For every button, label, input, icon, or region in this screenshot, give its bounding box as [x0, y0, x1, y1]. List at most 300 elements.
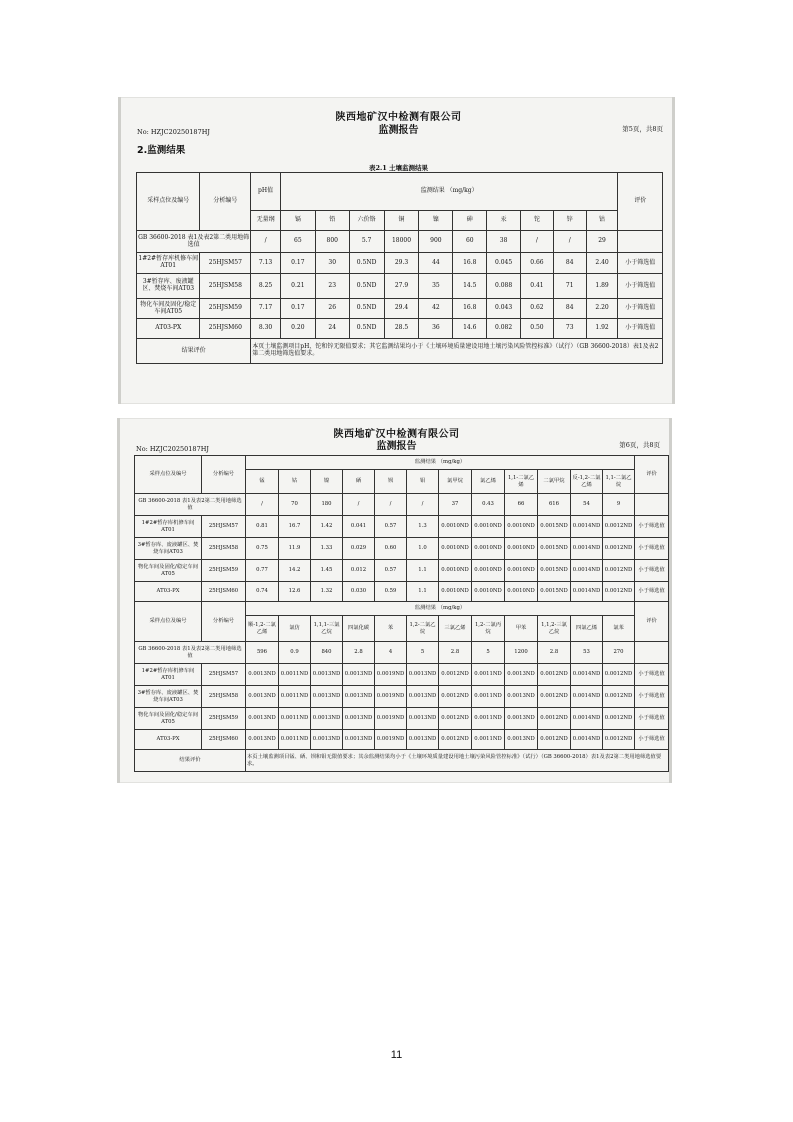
standard-value: /: [343, 494, 375, 516]
report-title: 监测报告: [376, 441, 417, 452]
standard-value: 2.8: [538, 642, 571, 664]
result-value: 0.0012ND: [603, 686, 635, 708]
header-ph-unit: 无量纲: [251, 211, 281, 231]
column-header: 钴: [279, 470, 311, 494]
analysis-id: 25HJSM58: [202, 686, 246, 708]
evaluation-cell: [618, 231, 663, 253]
result-value: 0.57: [375, 516, 407, 538]
sample-site: 3#暂存库、废液罐区、焚烧车间AT03: [135, 538, 202, 560]
result-value: 0.0013ND: [505, 708, 538, 730]
result-value: 0.0014ND: [571, 560, 603, 582]
column-header: 1,1,1-三氯乙烷: [311, 616, 343, 642]
table-row: [135, 686, 669, 708]
column-header: 氯仿: [279, 616, 311, 642]
column-header: 锰: [246, 470, 279, 494]
result-value: 0.0013ND: [311, 664, 343, 686]
standard-label: GB 36600-2018 表1及表2第二类用地筛选值: [137, 231, 251, 253]
result-value: 0.0012ND: [538, 730, 571, 750]
header-analysis-no: 分析编号: [200, 173, 251, 231]
result-value: 14.6: [453, 319, 487, 339]
standard-value: 270: [603, 642, 635, 664]
column-header: 锌: [553, 211, 586, 231]
result-value: 0.0013ND: [246, 708, 279, 730]
column-header: 六价铬: [349, 211, 384, 231]
column-header: 砷: [453, 211, 487, 231]
column-header: 钴: [586, 211, 618, 231]
scan-edge: [117, 418, 120, 783]
page-indicator: 第5页，共8页: [622, 125, 663, 133]
standard-value: 29: [586, 231, 618, 253]
table-row: [135, 708, 669, 730]
soil-results-table: [136, 172, 663, 364]
result-value: 0.0019ND: [375, 730, 407, 750]
result-value: 0.0013ND: [246, 730, 279, 750]
analysis-id: 25HJSM57: [202, 664, 246, 686]
column-header: 甲苯: [505, 616, 538, 642]
column-header: 汞: [487, 211, 521, 231]
report-title: 监测报告: [378, 125, 419, 136]
ph-value: 8.30: [251, 319, 281, 339]
standard-label: GB 36600-2018 表1及表2第二类用地筛选值: [135, 642, 246, 664]
result-value: 0.030: [343, 582, 375, 602]
table-row: [135, 730, 669, 750]
header-results: 监测结果 （mg/kg）: [280, 173, 618, 211]
result-value: 0.0010ND: [472, 538, 505, 560]
column-header: 1,2-二氯乙烷: [407, 616, 439, 642]
column-header: 氯乙烯: [472, 470, 505, 494]
result-value: 0.0011ND: [472, 730, 505, 750]
result-value: 0.0013ND: [505, 730, 538, 750]
result-value: 71: [553, 274, 586, 299]
evaluation-value: 小于筛选值: [635, 516, 669, 538]
column-header: 苯: [375, 616, 407, 642]
result-value: 0.0011ND: [279, 686, 311, 708]
column-header: 二氯甲烷: [538, 470, 571, 494]
table-row: [135, 582, 669, 602]
result-value: 30: [315, 253, 349, 274]
result-value: 27.9: [384, 274, 419, 299]
result-value: 0.17: [280, 299, 315, 319]
result-value: 0.0014ND: [571, 664, 603, 686]
report-scan-page-6: [117, 418, 672, 783]
analysis-id: 25HJSM57: [200, 253, 251, 274]
evaluation-value: 小于筛选值: [635, 538, 669, 560]
evaluation-value: 小于筛选值: [618, 253, 663, 274]
result-value: 28.5: [384, 319, 419, 339]
page-indicator: 第6页，共8页: [619, 441, 660, 449]
result-value: 0.41: [521, 274, 554, 299]
result-value: 0.0010ND: [505, 582, 538, 602]
result-value: 24: [315, 319, 349, 339]
result-value: 0.0010ND: [505, 560, 538, 582]
result-value: 0.0011ND: [472, 686, 505, 708]
conclusion-row: [137, 339, 663, 364]
evaluation-value: 小于筛选值: [635, 686, 669, 708]
ph-value: 7.17: [251, 299, 281, 319]
header-sample: 采样点位及编号: [137, 173, 200, 231]
result-value: 0.0012ND: [603, 730, 635, 750]
result-value: 0.0010ND: [439, 538, 472, 560]
column-header: 硒: [343, 470, 375, 494]
standard-value: 2.8: [343, 642, 375, 664]
result-value: 0.0012ND: [603, 664, 635, 686]
result-value: 35: [419, 274, 453, 299]
result-value: 44: [419, 253, 453, 274]
result-value: 14.2: [279, 560, 311, 582]
result-value: 0.0013ND: [343, 664, 375, 686]
evaluation-cell: [635, 642, 669, 664]
sample-site: 物化车间及固化/稳定车间AT05: [137, 299, 200, 319]
sample-site: 1#2#暂存库机修车间AT01: [137, 253, 200, 274]
evaluation-value: 小于筛选值: [618, 299, 663, 319]
standard-value: 800: [315, 231, 349, 253]
table-header-row: [135, 602, 669, 616]
result-value: 0.0015ND: [538, 582, 571, 602]
column-header: 氯苯: [603, 616, 635, 642]
result-value: 42: [419, 299, 453, 319]
result-value: 0.0013ND: [343, 708, 375, 730]
column-header: 镍: [311, 470, 343, 494]
evaluation-value: 小于筛选值: [635, 582, 669, 602]
report-scan-page-5: [118, 97, 675, 404]
result-value: 16.8: [453, 299, 487, 319]
evaluation-value: 小于筛选值: [618, 274, 663, 299]
result-value: 0.0010ND: [472, 560, 505, 582]
evaluation-value: 小于筛选值: [635, 730, 669, 750]
standard-value: 53: [571, 642, 603, 664]
evaluation-value: 小于筛选值: [635, 664, 669, 686]
result-value: 0.0012ND: [603, 582, 635, 602]
standard-value: 0.9: [279, 642, 311, 664]
sample-site: 3#暂存库、废液罐区、焚烧车间AT03: [135, 686, 202, 708]
result-value: 2.40: [586, 253, 618, 274]
result-value: 0.66: [521, 253, 554, 274]
analysis-id: 25HJSM59: [200, 299, 251, 319]
result-value: 0.045: [487, 253, 521, 274]
result-value: 23: [315, 274, 349, 299]
ph-value: 8.25: [251, 274, 281, 299]
result-value: 1.32: [311, 582, 343, 602]
result-value: 0.0010ND: [472, 516, 505, 538]
column-header: 顺-1,2-二氯乙烯: [246, 616, 279, 642]
result-value: 0.5ND: [349, 299, 384, 319]
table-row: [137, 319, 663, 339]
result-value: 0.0011ND: [279, 730, 311, 750]
column-header: 四氯乙烯: [571, 616, 603, 642]
standard-value: 180: [311, 494, 343, 516]
standard-value: 38: [487, 231, 521, 253]
standard-value: 596: [246, 642, 279, 664]
result-value: 0.75: [246, 538, 279, 560]
standard-value: 4: [375, 642, 407, 664]
report-number: No: HZJC20250187HJ: [137, 128, 210, 136]
standard-value: 840: [311, 642, 343, 664]
standard-value: 5.7: [349, 231, 384, 253]
standard-ph: /: [251, 231, 281, 253]
result-value: 0.0010ND: [505, 538, 538, 560]
result-value: 0.0014ND: [571, 730, 603, 750]
result-value: 0.0013ND: [407, 686, 439, 708]
conclusion-text: 本页土壤监测项目锰、硒、钡和钼无限值要求；其余监测结果均小于《土壤环境质量建设用地土壤污染风险管控标准》（试行）（GB 36600-2018）表1及表2第二类用地筛选值要求。: [246, 750, 669, 772]
section-title: 2.监测结果: [137, 145, 186, 156]
company-name: 陕西地矿汉中检测有限公司: [335, 112, 462, 123]
result-value: 0.21: [280, 274, 315, 299]
standard-value: /: [407, 494, 439, 516]
result-value: 16.8: [453, 253, 487, 274]
scan-content: [131, 418, 665, 783]
result-value: 1.92: [586, 319, 618, 339]
result-value: 0.0014ND: [571, 686, 603, 708]
conclusion-text: 本页土壤监测项目pH、铊和锌无限值要求；其它监测结果均小于《土壤环境质量建设用地土壤污染风险管控标准》（试行）（GB 36600-2018）表1及表2第二类用地筛选值要求。: [251, 339, 663, 364]
result-value: 0.0010ND: [472, 582, 505, 602]
result-value: 0.0013ND: [343, 686, 375, 708]
result-value: 11.9: [279, 538, 311, 560]
evaluation-value: 小于筛选值: [635, 708, 669, 730]
result-value: 0.0014ND: [571, 516, 603, 538]
result-value: 0.20: [280, 319, 315, 339]
table-row: [137, 253, 663, 274]
standard-value: 65: [280, 231, 315, 253]
sample-site: AT03-PX: [135, 582, 202, 602]
standard-value: 900: [419, 231, 453, 253]
result-value: 29.3: [384, 253, 419, 274]
standard-value: /: [246, 494, 279, 516]
result-value: 29.4: [384, 299, 419, 319]
result-value: 0.041: [343, 516, 375, 538]
scan-edge: [672, 97, 675, 404]
result-value: 73: [553, 319, 586, 339]
header-evaluation: 评价: [618, 173, 663, 231]
result-value: 0.012: [343, 560, 375, 582]
result-value: 2.20: [586, 299, 618, 319]
page-number: 11: [390, 1049, 403, 1061]
analysis-id: 25HJSM59: [202, 708, 246, 730]
result-value: 0.74: [246, 582, 279, 602]
analysis-id: 25HJSM58: [202, 538, 246, 560]
result-value: 0.5ND: [349, 253, 384, 274]
sample-site: 物化车间及固化/稳定车间AT05: [135, 560, 202, 582]
sample-site: 物化车间及固化/稳定车间AT05: [135, 708, 202, 730]
column-header: 铊: [521, 211, 554, 231]
sample-site: AT03-PX: [137, 319, 200, 339]
result-value: 0.0010ND: [439, 582, 472, 602]
standard-value: 70: [279, 494, 311, 516]
header-results: 监测结果 （mg/kg）: [246, 602, 635, 616]
result-value: 1.42: [311, 516, 343, 538]
analysis-id: 25HJSM58: [200, 274, 251, 299]
table-caption: 表2.1 土壤监测结果: [368, 164, 429, 172]
result-value: 0.0013ND: [343, 730, 375, 750]
standard-value: /: [521, 231, 554, 253]
result-value: 0.0013ND: [246, 686, 279, 708]
result-value: 0.0013ND: [246, 664, 279, 686]
analysis-id: 25HJSM60: [202, 582, 246, 602]
result-value: 0.5ND: [349, 274, 384, 299]
column-header: 三氯乙烯: [439, 616, 472, 642]
analysis-id: 25HJSM59: [202, 560, 246, 582]
result-value: 0.0013ND: [505, 664, 538, 686]
result-value: 0.0012ND: [538, 708, 571, 730]
column-header: 镉: [280, 211, 315, 231]
soil-results-table: [134, 455, 669, 772]
column-header: 1,2-二氯丙烷: [472, 616, 505, 642]
standard-value: 54: [571, 494, 603, 516]
column-header: 铅: [315, 211, 349, 231]
column-header: 1,1,2-三氯乙烷: [538, 616, 571, 642]
evaluation-value: 小于筛选值: [635, 560, 669, 582]
result-value: 0.043: [487, 299, 521, 319]
result-value: 0.0015ND: [538, 516, 571, 538]
table-row: [135, 538, 669, 560]
column-header: 铜: [384, 211, 419, 231]
column-header: 镍: [419, 211, 453, 231]
analysis-id: 25HJSM60: [200, 319, 251, 339]
header-ph: pH值: [251, 173, 281, 211]
result-value: 0.0012ND: [603, 516, 635, 538]
result-value: 0.0012ND: [603, 560, 635, 582]
result-value: 36: [419, 319, 453, 339]
header-results: 监测结果 （mg/kg）: [246, 456, 635, 470]
result-value: 0.0013ND: [407, 730, 439, 750]
result-value: 0.0019ND: [375, 664, 407, 686]
result-value: 0.60: [375, 538, 407, 560]
standard-value: 2.8: [439, 642, 472, 664]
table-row: [137, 299, 663, 319]
conclusion-row: [135, 750, 669, 772]
result-value: 0.81: [246, 516, 279, 538]
scan-edge: [669, 418, 672, 783]
sample-site: 1#2#暂存库机修车间AT01: [135, 516, 202, 538]
result-value: 0.0012ND: [538, 686, 571, 708]
result-value: 0.082: [487, 319, 521, 339]
result-value: 0.17: [280, 253, 315, 274]
standard-value: 9: [603, 494, 635, 516]
result-value: 0.0011ND: [279, 664, 311, 686]
standard-value: /: [553, 231, 586, 253]
column-header: 1,1-二氯乙烷: [603, 470, 635, 494]
result-value: 0.0019ND: [375, 708, 407, 730]
result-value: 0.59: [375, 582, 407, 602]
table-header-row: [135, 456, 669, 470]
result-value: 0.0015ND: [538, 560, 571, 582]
header-sample: 采样点位及编号: [135, 602, 202, 642]
result-value: 0.0019ND: [375, 686, 407, 708]
column-header: 钡: [375, 470, 407, 494]
result-value: 0.0013ND: [407, 664, 439, 686]
header-sample: 采样点位及编号: [135, 456, 202, 494]
report-number: No: HZJC20250187HJ: [136, 445, 209, 453]
result-value: 0.0011ND: [472, 708, 505, 730]
standard-label: GB 36600-2018 表1及表2第二类用地筛选值: [135, 494, 246, 516]
result-value: 0.0011ND: [279, 708, 311, 730]
scan-edge: [118, 97, 121, 404]
table-row: [135, 560, 669, 582]
standard-row: [137, 231, 663, 253]
standard-value: 60: [453, 231, 487, 253]
sample-site: 3#暂存库、废液罐区、焚烧车间AT03: [137, 274, 200, 299]
analysis-id: 25HJSM57: [202, 516, 246, 538]
result-value: 0.0010ND: [439, 560, 472, 582]
result-value: 0.5ND: [349, 319, 384, 339]
sample-site: 1#2#暂存库机修车间AT01: [135, 664, 202, 686]
result-value: 0.0013ND: [505, 686, 538, 708]
header-evaluation: 评价: [635, 602, 669, 642]
table-row: [135, 516, 669, 538]
result-value: 0.0012ND: [603, 538, 635, 560]
sample-site: AT03-PX: [135, 730, 202, 750]
result-value: 0.0011ND: [472, 664, 505, 686]
header-analysis-no: 分析编号: [202, 602, 246, 642]
result-value: 0.0013ND: [407, 708, 439, 730]
result-value: 1.0: [407, 538, 439, 560]
header-evaluation: 评价: [635, 456, 669, 494]
table-row: [137, 274, 663, 299]
result-value: 12.6: [279, 582, 311, 602]
table-header-row: [137, 173, 663, 211]
result-value: 0.62: [521, 299, 554, 319]
ph-value: 7.13: [251, 253, 281, 274]
result-value: 0.0012ND: [439, 730, 472, 750]
standard-value: 5: [407, 642, 439, 664]
standard-value: 18000: [384, 231, 419, 253]
result-value: 26: [315, 299, 349, 319]
result-value: 1.45: [311, 560, 343, 582]
standard-value: 1200: [505, 642, 538, 664]
conclusion-label: 结果评价: [135, 750, 246, 772]
evaluation-value: 小于筛选值: [618, 319, 663, 339]
result-value: 0.029: [343, 538, 375, 560]
standard-value: /: [375, 494, 407, 516]
result-value: 16.7: [279, 516, 311, 538]
result-value: 0.0012ND: [439, 708, 472, 730]
result-value: 1.33: [311, 538, 343, 560]
result-value: 1.1: [407, 582, 439, 602]
conclusion-label: 结果评价: [137, 339, 251, 364]
standard-row: [135, 494, 669, 516]
scan-content: [132, 97, 665, 404]
column-header: 氯甲烷: [439, 470, 472, 494]
result-value: 84: [553, 253, 586, 274]
result-value: 0.57: [375, 560, 407, 582]
column-header: 四氯化碳: [343, 616, 375, 642]
column-header: 钼: [407, 470, 439, 494]
result-value: 0.50: [521, 319, 554, 339]
standard-value: 66: [505, 494, 538, 516]
result-value: 0.0013ND: [311, 730, 343, 750]
result-value: 0.0014ND: [571, 708, 603, 730]
standard-value: 37: [439, 494, 472, 516]
result-value: 0.0012ND: [603, 708, 635, 730]
standard-value: 616: [538, 494, 571, 516]
result-value: 1.3: [407, 516, 439, 538]
standard-row: [135, 642, 669, 664]
result-value: 1.1: [407, 560, 439, 582]
evaluation-cell: [635, 494, 669, 516]
result-value: 0.0012ND: [439, 686, 472, 708]
result-value: 0.77: [246, 560, 279, 582]
result-value: 0.0013ND: [311, 708, 343, 730]
analysis-id: 25HJSM60: [202, 730, 246, 750]
header-analysis-no: 分析编号: [202, 456, 246, 494]
result-value: 1.89: [586, 274, 618, 299]
result-value: 0.0013ND: [311, 686, 343, 708]
table-row: [135, 664, 669, 686]
result-value: 0.0014ND: [571, 582, 603, 602]
standard-value: 5: [472, 642, 505, 664]
result-value: 0.0010ND: [505, 516, 538, 538]
column-header: 1,1-二氯乙烯: [505, 470, 538, 494]
result-value: 0.0010ND: [439, 516, 472, 538]
